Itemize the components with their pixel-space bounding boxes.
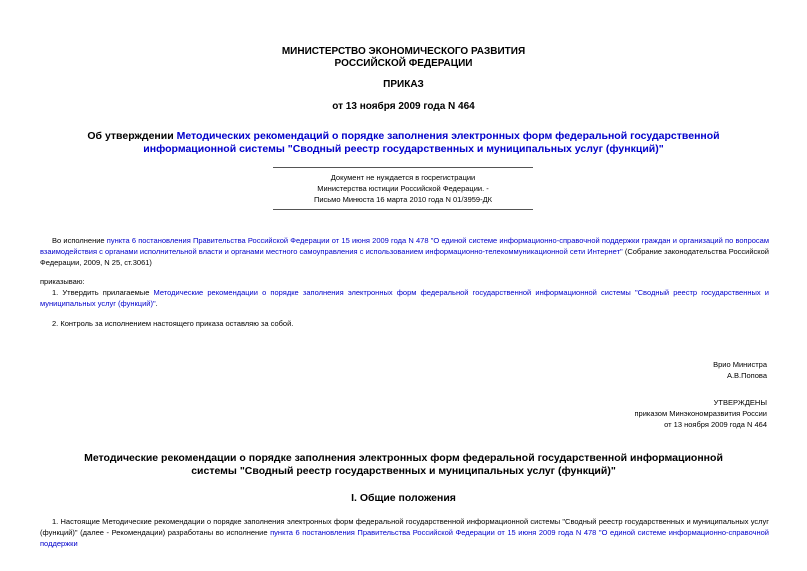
section-text-1: 1. Настоящие Методические рекомендации о порядке заполнения электронных форм федеральной государственной информационной системы "Сводный реестр государственных и муниципальных услуг (функций)" (далее - Рекомендации) разработаны во исполнение [40,517,769,537]
registration-line-1: Документ не нуждается в госрегистрации [330,173,476,182]
item1-link[interactable]: Методические рекомендации о порядке заполнения электронных форм федеральной государственной информационной системы "Сводный реестр государственных и муниципальных услуг (функций)" [40,288,769,308]
registration-line-3: Письмо Минюста 16 марта 2010 года N 01/3959-ДК [313,195,493,204]
bottom-divider [273,209,533,210]
document-type: ПРИКАЗ [383,79,424,90]
approval-line-2: приказом Минэкономразвития России [634,409,767,418]
order-word: приказываю: [40,277,85,286]
section-paragraph-1 [40,516,769,549]
document-title [40,130,767,156]
approval-line-1: УТВЕРЖДЕНЫ [713,398,767,407]
order-item-1 [40,287,769,309]
title-prefix: Об утверждении [87,130,177,142]
signature-name: А.В.Попова [726,371,767,380]
section-link[interactable]: пункта 6 постановления Правительства Российской Федерации от 15 июня 2009 года N 478 "О единой системе информационно-справочной поддержки [40,528,769,548]
preamble-paragraph [40,235,769,268]
title-link[interactable]: Методических рекомендаций о порядке заполнения электронных форм федеральной государственной информационной системы "Сводный реестр государственных и муниципальных услуг (функций)" [143,130,720,155]
preamble-text-2: (Собрание законодательства Российской Федерации, 2009, N 25, ст.3061) [40,247,769,267]
item1-text-1: 1. Утвердить прилагаемые [52,288,154,297]
registration-line-2: Министерства юстиции Российской Федерации. - [317,184,489,193]
signature-position: Врио Министра [713,360,767,369]
appendix-title: Методические рекомендации о порядке заполнения электронных форм федеральной государственной информационной системы "Сводный реестр государственных и муниципальных услуг (функций)" [84,452,723,477]
order-item-2: 2. Контроль за исполнением настоящего приказа оставляю за собой. [52,319,294,328]
registration-note [273,172,533,205]
preamble-link[interactable]: пункта 6 постановления Правительства Российской Федерации от 15 июня 2009 года N 478 "О единой системе информационно-справочной поддержки граждан и организаций по вопросам взаимодействия с органами исполнительной власти и органами местного самоуправления с использованием информационно-телекоммуникационной сети Интернет" [40,236,769,256]
item1-text-2: . [155,299,158,308]
document-date: от 13 ноября 2009 года N 464 [332,101,475,112]
signature-block [713,359,767,381]
section-title: I. Общие положения [351,492,456,504]
approval-block [635,397,768,430]
approval-line-3: от 13 ноября 2009 года N 464 [664,420,767,429]
ministry-line-2: РОССИЙСКОЙ ФЕДЕРАЦИИ [334,58,473,69]
preamble-text-1: Во исполнение [52,236,107,245]
top-divider [273,167,533,168]
ministry-line-1: МИНИСТЕРСТВО ЭКОНОМИЧЕСКОГО РАЗВИТИЯ [281,46,526,57]
